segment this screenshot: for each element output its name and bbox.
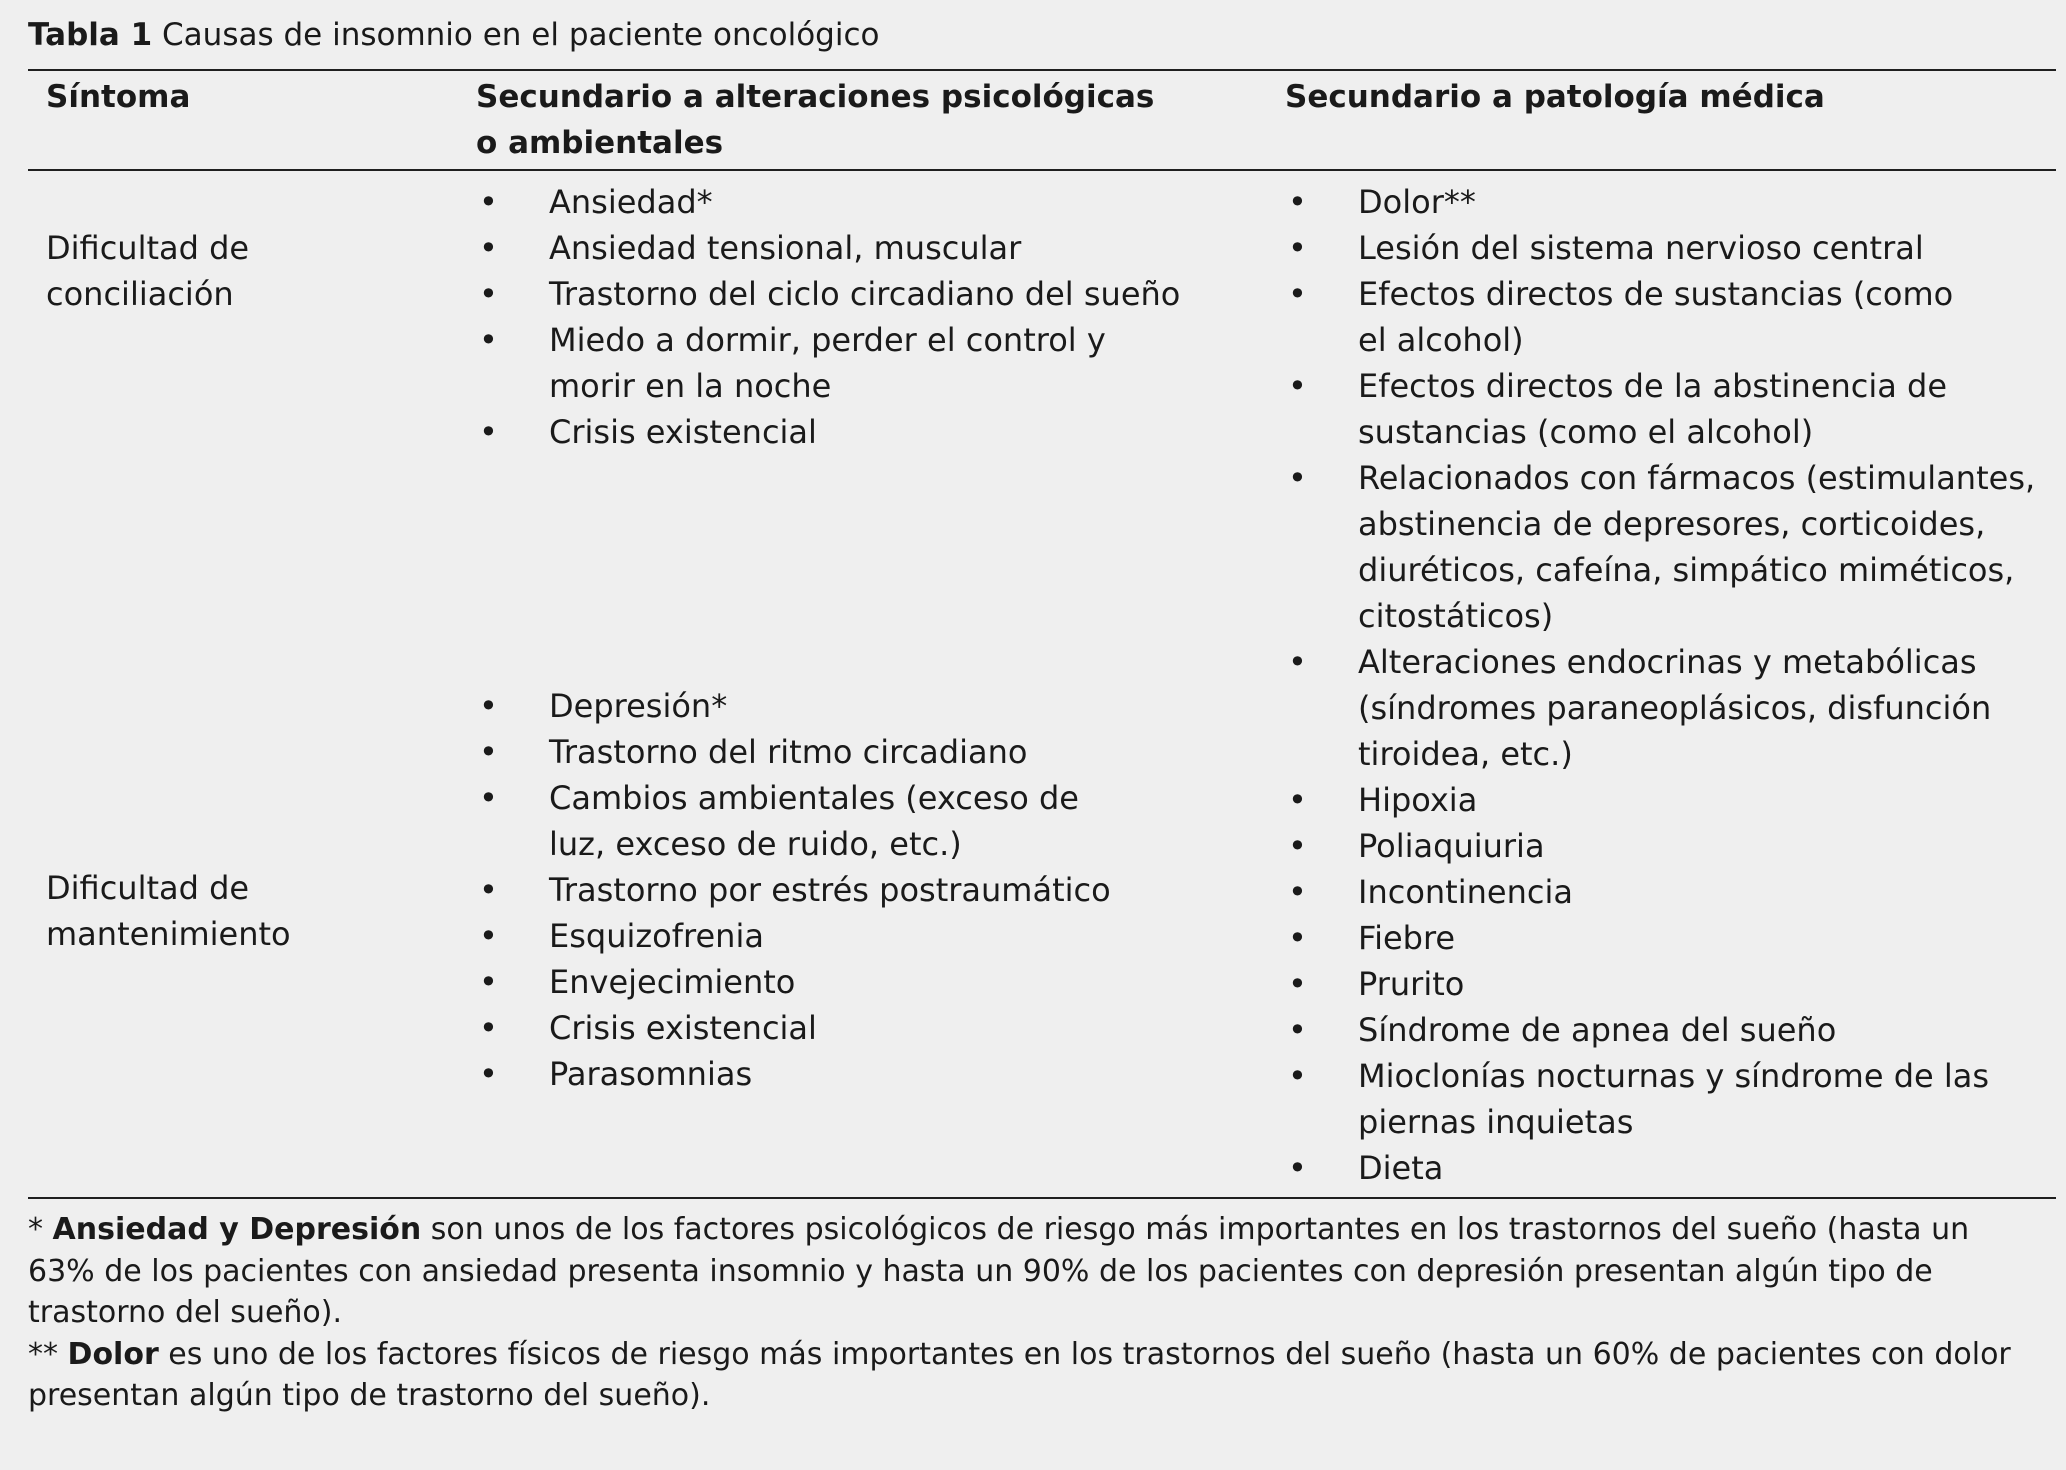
list-item: • Incontinencia bbox=[1286, 869, 2066, 915]
footnote-anxiety-depression bbox=[28, 1209, 2028, 1334]
footnote-text: es uno de los factores físicos de riesgo más importantes en los trastornos del sueño (hasta un 60% de pacientes con dolor presentan algún tipo de trastorno del sueño). bbox=[28, 1336, 2011, 1413]
list-item: • Parasomnias bbox=[477, 1051, 1157, 1097]
list-item: • Cambios ambientales (exceso de luz, exceso de ruido, etc.) bbox=[477, 775, 1109, 867]
list-item: • Esquizofrenia bbox=[477, 913, 1157, 959]
list-item: • Fiebre bbox=[1286, 915, 2066, 961]
list-item: • Crisis existencial bbox=[477, 1005, 1157, 1051]
footnote-marker: * bbox=[28, 1212, 43, 1247]
list-item: • Trastorno del ciclo circadiano del sueño bbox=[477, 271, 1237, 317]
list-item: • Dolor** bbox=[1286, 179, 2066, 225]
header-rule bbox=[28, 169, 2056, 171]
list-item: • Efectos directos de sustancias (como el alcohol) bbox=[1286, 271, 1978, 363]
medical-list bbox=[1286, 179, 2066, 1191]
table-footnotes bbox=[28, 1209, 2028, 1417]
list-item: • Poliaquiuria bbox=[1286, 823, 2066, 869]
footnote-pain bbox=[28, 1334, 2028, 1417]
list-item: • Hipoxia bbox=[1286, 777, 2066, 823]
list-item: • Lesión del sistema nervioso central bbox=[1286, 225, 2066, 271]
psych-list-maintenance bbox=[477, 683, 1157, 1097]
list-item: • Prurito bbox=[1286, 961, 2066, 1007]
list-item: • Mioclonías nocturnas y síndrome de las piernas inquietas bbox=[1286, 1053, 2038, 1145]
list-item: • Ansiedad* bbox=[477, 179, 1237, 225]
psych-list-conciliation bbox=[477, 179, 1237, 455]
list-item: • Miedo a dormir, perder el control y morir en la noche bbox=[477, 317, 1199, 409]
footnote-term: Ansiedad y Depresión bbox=[52, 1212, 422, 1247]
list-item: • Ansiedad tensional, muscular bbox=[477, 225, 1237, 271]
table-title: Causas de insomnio en el paciente oncológico bbox=[162, 17, 880, 53]
footnote-term: Dolor bbox=[67, 1336, 159, 1372]
list-item: • Efectos directos de la abstinencia de sustancias (como el alcohol) bbox=[1286, 363, 1958, 455]
footnote-marker: ** bbox=[28, 1336, 58, 1372]
list-item: • Crisis existencial bbox=[477, 409, 1237, 455]
list-item: • Depresión* bbox=[477, 683, 1157, 729]
table-caption bbox=[28, 14, 879, 56]
top-rule bbox=[28, 69, 2056, 71]
table-label: Tabla 1 bbox=[28, 17, 153, 53]
header-psychological: Secundario a alteraciones psicológicas o ambientales bbox=[476, 79, 1155, 161]
header-symptom: Síntoma bbox=[46, 79, 191, 115]
list-item: • Síndrome de apnea del sueño bbox=[1286, 1007, 2066, 1053]
symptom-conciliation: Dificultad de conciliación bbox=[46, 229, 250, 313]
list-item: • Dieta bbox=[1286, 1145, 2066, 1191]
list-item: • Trastorno por estrés postraumático bbox=[477, 867, 1157, 913]
bottom-rule bbox=[28, 1197, 2056, 1199]
symptom-maintenance: Dificultad de mantenimiento bbox=[46, 869, 291, 953]
list-item: • Relacionados con fármacos (estimulantes, abstinencia de depresores, corticoides, diuréticos, cafeína, simpático miméticos, citostáticos) bbox=[1286, 455, 2066, 639]
header-medical: Secundario a patología médica bbox=[1285, 79, 1825, 115]
list-item: • Alteraciones endocrinas y metabólicas (síndromes paraneoplásicos, disfunción tiroidea, etc.) bbox=[1286, 639, 2066, 777]
list-item: • Trastorno del ritmo circadiano bbox=[477, 729, 1157, 775]
list-item: • Envejecimiento bbox=[477, 959, 1157, 1005]
footnote-text: son unos de los factores psicológicos de riesgo más importantes en los trastornos del sueño (hasta un 63% de los pacientes con ansiedad presenta insomnio y hasta un 90% de los pacientes con depresión presentan algún tipo de trastorno del sueño). bbox=[28, 1212, 1970, 1330]
